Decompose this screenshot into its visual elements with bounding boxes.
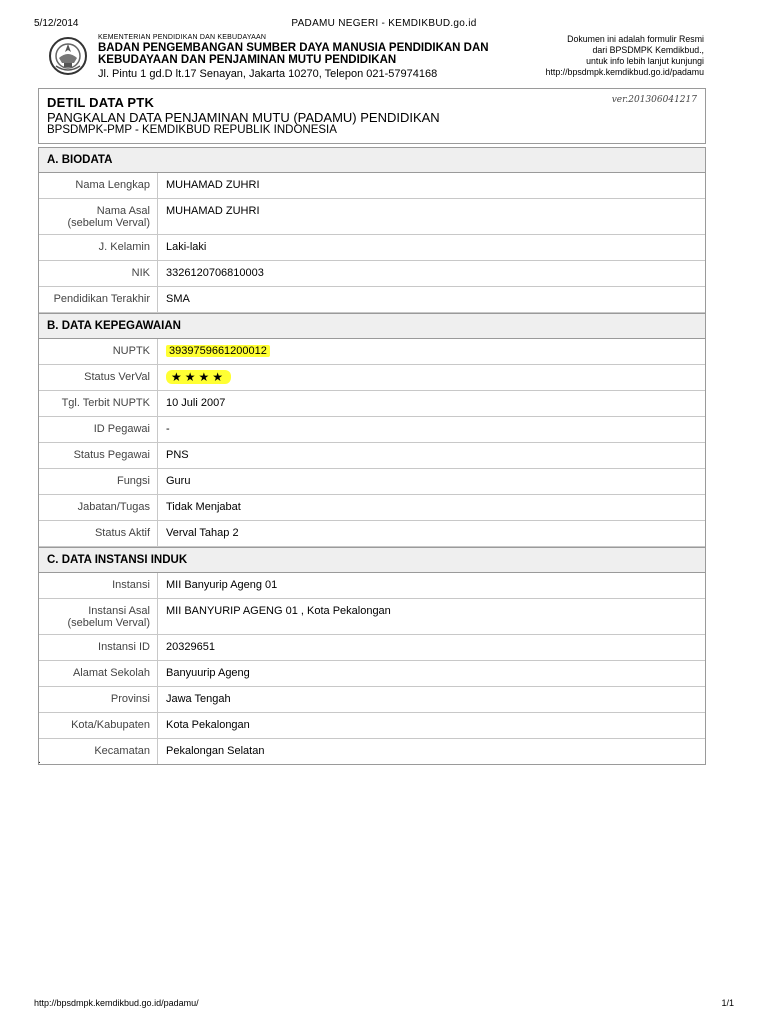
- field-label: Nama Lengkap: [39, 173, 158, 198]
- table-row: [39, 391, 705, 417]
- field-label: Pendidikan Terakhir: [39, 287, 158, 312]
- official-document-note: [546, 34, 704, 78]
- field-label: Kota/Kabupaten: [39, 713, 158, 738]
- print-title: PADAMU NEGERI - KEMDIKBUD.go.id: [291, 18, 477, 29]
- table-row: [39, 713, 705, 739]
- ptk-data-table: [38, 147, 706, 765]
- agency-address: Jl. Pintu 1 gd.D lt.17 Senayan, Jakarta 10270, Telepon 021-57974168: [98, 68, 438, 80]
- tut-wuri-handayani-logo-icon: [48, 36, 88, 76]
- field-label: Jabatan/Tugas: [39, 495, 158, 520]
- field-label: Kecamatan: [39, 739, 158, 764]
- table-row: [39, 661, 705, 687]
- field-value: 3326120706810003: [166, 267, 264, 279]
- note-line: untuk info lebih lanjut kunjungi: [586, 56, 704, 66]
- version-label: ver.201306041217: [611, 95, 697, 105]
- table-row: [39, 199, 705, 235]
- field-label: NUPTK: [39, 339, 158, 364]
- section-header-biodata: A. BIODATA: [39, 148, 705, 173]
- field-value: 20329651: [166, 641, 215, 653]
- field-value: MII BANYURIP AGENG 01 , Kota Pekalongan: [166, 605, 391, 617]
- page-title: DETIL DATA PTK: [47, 95, 155, 110]
- field-label-line: Instansi Asal: [88, 605, 150, 617]
- field-label: ID Pegawai: [39, 417, 158, 442]
- field-value: Tidak Menjabat: [166, 501, 241, 513]
- field-value: Laki-laki: [166, 241, 207, 253]
- table-row: [39, 339, 705, 365]
- star-rating-icon: ★★★★: [166, 370, 231, 384]
- note-line: Dokumen ini adalah formulir Resmi: [567, 34, 704, 44]
- field-label: Provinsi: [39, 687, 158, 712]
- table-row: [39, 521, 705, 547]
- field-value: Kota Pekalongan: [166, 719, 250, 731]
- field-value: PNS: [166, 449, 189, 461]
- table-row: [39, 173, 705, 199]
- table-row: [39, 443, 705, 469]
- table-row: [39, 573, 705, 599]
- page-subtitle-org: BPSDMPK-PMP - KEMDIKBUD REPUBLIK INDONESIA: [47, 124, 337, 136]
- table-row: [39, 739, 705, 764]
- note-line: dari BPSDMPK Kemdikbud.,: [592, 45, 704, 55]
- field-value: 10 Juli 2007: [166, 397, 226, 409]
- table-row: [39, 687, 705, 713]
- note-url: http://bpsdmpk.kemdikbud.go.id/padamu: [545, 67, 704, 77]
- page-subtitle: PANGKALAN DATA PENJAMINAN MUTU (PADAMU) PENDIDIKAN: [47, 110, 440, 125]
- field-label: Tgl. Terbit NUPTK: [39, 391, 158, 416]
- letterhead-text: [98, 34, 489, 81]
- table-row: [39, 235, 705, 261]
- field-value: MII Banyurip Ageng 01: [166, 579, 278, 591]
- agency-name-line1: BADAN PENGEMBANGAN SUMBER DAYA MANUSIA PENDIDIKAN DAN: [98, 42, 489, 54]
- ministry-name: KEMENTERIAN PENDIDIKAN DAN KEBUDAYAAN: [98, 34, 267, 41]
- field-label: J. Kelamin: [39, 235, 158, 260]
- field-value: [158, 339, 270, 364]
- field-value: Guru: [166, 475, 191, 487]
- letterhead: [38, 34, 706, 82]
- field-label: Status Pegawai: [39, 443, 158, 468]
- field-label: Instansi ID: [39, 635, 158, 660]
- field-label-line: (sebelum Verval): [67, 217, 150, 229]
- table-row: [39, 495, 705, 521]
- title-box: [38, 88, 706, 144]
- field-label-line: (sebelum Verval): [67, 617, 150, 629]
- field-label: Alamat Sekolah: [39, 661, 158, 686]
- field-value: Verval Tahap 2: [166, 527, 239, 539]
- field-label: [39, 599, 158, 634]
- nuptk-value: 3939759661200012: [166, 345, 270, 357]
- field-label: Fungsi: [39, 469, 158, 494]
- field-value: [158, 365, 231, 390]
- field-label: NIK: [39, 261, 158, 286]
- field-value: Banyuurip Ageng: [166, 667, 250, 679]
- agency-name-line2: KEBUDAYAAN DAN PENJAMINAN MUTU PENDIDIKAN: [98, 54, 397, 66]
- table-row: [39, 417, 705, 443]
- field-label: Status Aktif: [39, 521, 158, 546]
- field-value: SMA: [166, 293, 190, 305]
- table-row: [39, 635, 705, 661]
- field-label: [39, 199, 158, 234]
- field-label-line: Nama Asal: [96, 205, 150, 217]
- table-row: [39, 287, 705, 313]
- print-footer: [34, 998, 734, 1010]
- print-header: [34, 18, 734, 32]
- field-value: Jawa Tengah: [166, 693, 231, 705]
- page-number: 1/1: [721, 998, 734, 1008]
- table-row: [39, 365, 705, 391]
- field-label: Status VerVal: [39, 365, 158, 390]
- trailing-mark: .: [38, 755, 41, 766]
- section-header-kepegawaian: B. DATA KEPEGAWAIAN: [39, 313, 705, 339]
- field-value: Pekalongan Selatan: [166, 745, 265, 757]
- field-value: MUHAMAD ZUHRI: [166, 205, 260, 217]
- field-label: Instansi: [39, 573, 158, 598]
- table-row: [39, 469, 705, 495]
- print-date: 5/12/2014: [34, 18, 79, 29]
- table-row: [39, 599, 705, 635]
- footer-url: http://bpsdmpk.kemdikbud.go.id/padamu/: [34, 998, 199, 1008]
- table-row: [39, 261, 705, 287]
- field-value: -: [166, 423, 170, 435]
- field-value: MUHAMAD ZUHRI: [166, 179, 260, 191]
- section-header-instansi: C. DATA INSTANSI INDUK: [39, 547, 705, 573]
